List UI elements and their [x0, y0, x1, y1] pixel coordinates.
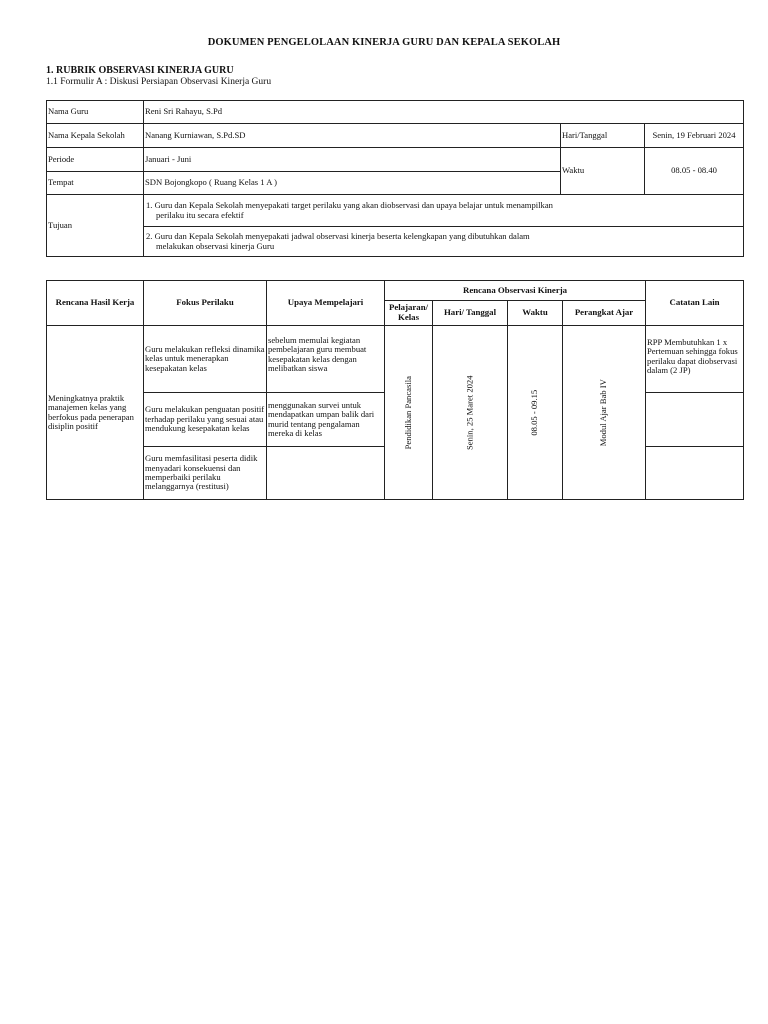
catatan-1-cell: RPP Membutuhkan 1 x Pertemuan sehingga fokus perilaku dapat diobservasi dalam (2 JP) [646, 326, 744, 393]
tujuan-label: Tujuan [47, 195, 144, 257]
kepsek-label: Nama Kepala Sekolah [47, 124, 144, 148]
catatan-3-cell [646, 447, 744, 500]
guru-value: Reni Sri Rahayu, S.Pd [144, 101, 744, 124]
subsection-heading: 1.1 Formulir A : Diskusi Persiapan Observasi Kinerja Guru [46, 77, 272, 87]
plan-row-1 [47, 326, 744, 393]
catatan-2-cell [646, 393, 744, 447]
header-rencana-hasil: Rencana Hasil Kerja [47, 281, 144, 326]
hari-label: Hari/Tanggal [561, 124, 645, 148]
document-title: DOKUMEN PENGELOLAAN KINERJA GURU DAN KEPALA SEKOLAH [207, 37, 561, 48]
pelajaran-text: Pendidikan Pancasila [402, 375, 413, 450]
tujuan-item-2 [144, 227, 744, 257]
section-heading: 1. RUBRIK OBSERVASI KINERJA GURU [46, 65, 234, 76]
pelajaran-cell [385, 326, 433, 500]
info-row-tujuan-1 [47, 195, 744, 227]
header-hari: Hari/ Tanggal [433, 301, 508, 326]
perangkat-cell [563, 326, 646, 500]
header-fokus: Fokus Perilaku [144, 281, 267, 326]
upaya-1-cell: sebelum memulai kegiatan pembelajaran guru membuat kesepakatan kelas dengan melibatkan siswa [267, 326, 385, 393]
periode-label: Periode [47, 148, 144, 172]
hari-cell [433, 326, 508, 500]
info-row-kepsek [47, 124, 744, 148]
guru-label: Nama Guru [47, 101, 144, 124]
plan-table [46, 280, 744, 500]
info-row-tujuan-2 [47, 227, 744, 257]
header-rencana-observasi: Rencana Observasi Kinerja [385, 281, 646, 301]
upaya-2-cell: menggunakan survei untuk mendapatkan umpan balik dari murid tentang pengalaman mereka di kelas [267, 393, 385, 447]
info-row-guru [47, 101, 744, 124]
hari-text: Senin, 25 Maret 2024 [464, 375, 475, 450]
waktu-label: Waktu [561, 148, 645, 195]
tempat-label: Tempat [47, 172, 144, 195]
tujuan-item-1 [144, 195, 744, 227]
tempat-value: SDN Bojongkopo ( Ruang Kelas 1 A ) [144, 172, 561, 195]
tujuan-2-line-2: melakukan observasi kinerja Guru [156, 240, 275, 251]
periode-value: Januari - Juni [144, 148, 561, 172]
fokus-2-cell: Guru melakukan penguatan positif terhadap perilaku yang sesuai atau mendukung kesepakatan kelas [144, 393, 267, 447]
plan-header-row-1 [47, 281, 744, 301]
header-upaya: Upaya Mempelajari [267, 281, 385, 326]
tujuan-1-line-2: perilaku itu secara efektif [156, 209, 244, 220]
waktu-text: 08.05 - 09.15 [529, 389, 540, 436]
waktu-cell [508, 326, 563, 500]
header-perangkat: Perangkat Ajar [563, 301, 646, 326]
info-table [46, 100, 744, 257]
rencana-hasil-cell: Meningkatnya praktik manajemen kelas yang berfokus pada penerapan disiplin positif [47, 326, 144, 500]
hari-value: Senin, 19 Februari 2024 [645, 124, 744, 148]
tujuan-1-line-1: 1. Guru dan Kepala Sekolah menyepakati target perilaku yang akan diobservasi dan upaya belajar untuk menampilkan [146, 200, 553, 211]
fokus-1-cell: Guru melakukan refleksi dinamika kelas untuk menerapkan kesepakatan kelas [144, 326, 267, 393]
kepsek-value: Nanang Kurniawan, S.Pd.SD [144, 124, 561, 148]
fokus-3-cell: Guru memfasilitasi peserta didik menyadari konsekuensi dan memperbaiki perilaku melanggarnya (restitusi) [144, 447, 267, 500]
waktu-value: 08.05 - 08.40 [645, 148, 744, 195]
tujuan-2-line-1: 2. Guru dan Kepala Sekolah menyepakati jadwal observasi kinerja beserta kelengkapan yang dibutuhkan dalam [146, 231, 530, 242]
upaya-3-cell [267, 447, 385, 500]
header-catatan: Catatan Lain [646, 281, 744, 326]
header-waktu: Waktu [508, 301, 563, 326]
header-pelajaran: Pelajaran/ Kelas [385, 301, 433, 326]
perangkat-text: Modul Ajar Bab IV [598, 378, 609, 447]
info-row-periode [47, 148, 744, 172]
